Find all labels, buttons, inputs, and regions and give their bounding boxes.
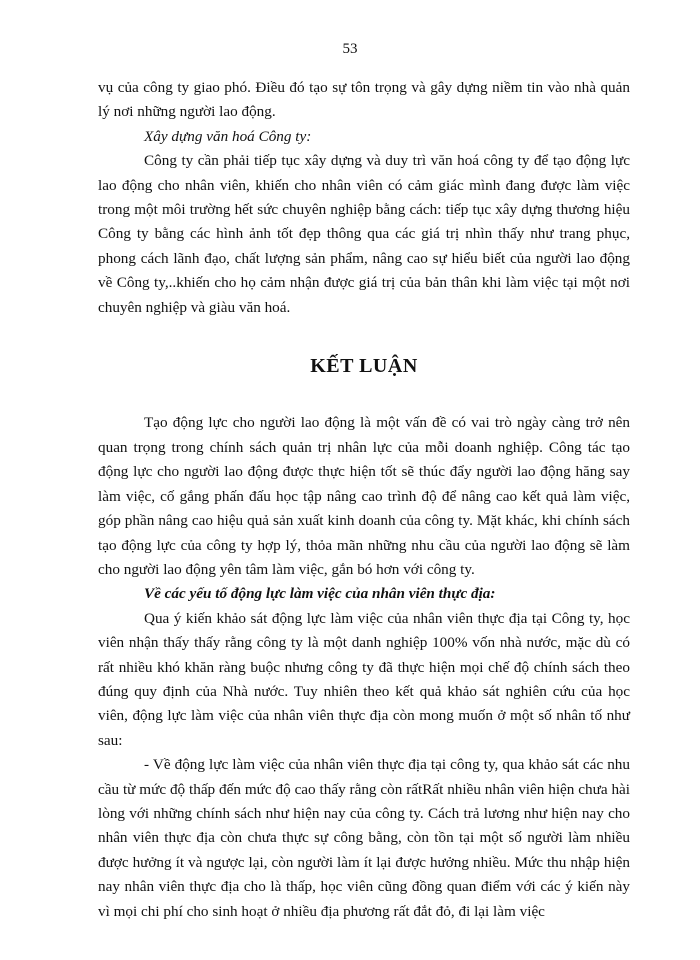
document-body	[98, 76, 630, 924]
paragraph-continuation: vụ của công ty giao phó. Điều đó tạo sự tôn trọng và gây dựng niềm tin vào nhà quản lý nơi những người lao động.	[98, 79, 630, 121]
paragraph-motivation-details: - Về động lực làm việc của nhân viên thực địa tại công ty, qua khảo sát các nhu cầu từ mức độ thấp đến mức độ cao thấy rằng còn rấtRất nhiều nhân viên hiện chưa hài lòng với những chính sách như hiện nay của công ty. Cách trả lương như hiện nay cho nhân viên thực địa còn chưa thực sự công bằng, còn tồn tại một số người làm nhiều được hưởng ít và ngược lại, còn người làm ít lại được hưởng nhiều. Mức thu nhập hiện nay nhân viên thực địa cho là thấp, học viên cũng đồng quan điểm với các ý kiến này vì mọi chi phí cho sinh hoạt ở nhiều địa phương rất đắt đỏ, đi lại làm việc	[98, 756, 630, 920]
page-number: 53	[342, 41, 358, 57]
paragraph-company-culture: Công ty cần phải tiếp tục xây dựng và duy trì văn hoá công ty để tạo động lực lao động cho nhân viên, khiến cho nhân viên có cảm giác mình đang được làm việc trong một môi trường hết sức chuyên nghiệp bằng cách: tiếp tục xây dựng thương hiệu Công ty bằng các hình ảnh tốt đẹp thông qua các giá trị nhìn thấy như trang phục, phong cách lãnh đạo, chất lượng sản phẩm, nâng cao sự hiểu biết của người lao động về Công ty,..khiến cho họ cảm nhận được giá trị của bản thân khi làm việc tại một nơi chuyên nghiệp và giàu văn hoá.	[98, 152, 630, 316]
subheading-company-culture: Xây dựng văn hoá Công ty:	[144, 127, 312, 145]
section-heading-conclusion: KẾT LUẬN	[310, 355, 418, 378]
paragraph-conclusion-intro: Tạo động lực cho người lao động là một vấn đề có vai trò ngày càng trở nên quan trọng trong chính sách quản trị nhân lực của mỗi doanh nghiệp. Công tác tạo động lực cho người lao động được thực hiện tốt sẽ thúc đẩy người lao động hăng say làm việc, cố gắng phấn đấu học tập nâng cao trình độ để nâng cao kết quả làm việc, góp phần nâng cao hiệu quả sản xuất kinh doanh của công ty. Mặt khác, khi chính sách tạo động lực của công ty hợp lý, thỏa mãn những nhu cầu của người lao động sẽ làm cho người lao động yên tâm làm việc, gắn bó hơn với công ty.	[98, 414, 630, 578]
paragraph-survey-findings: Qua ý kiến khảo sát động lực làm việc của nhân viên thực địa tại Công ty, học viên nhận thấy thấy rằng công ty là một danh nghiệp 100% vốn nhà nước, mặc dù có rất nhiều khó khăn ràng buộc nhưng công ty đã thực hiện mọi chế độ chính sách theo đúng quy định của Nhà nước. Tuy nhiên theo kết quả khảo sát nghiên cứu của học viên, động lực làm việc của nhân viên thực địa còn mong muốn ở một số nhân tố như sau:	[98, 609, 630, 749]
subheading-motivation-factors: Về các yếu tố động lực làm việc của nhân viên thực địa:	[144, 585, 496, 603]
